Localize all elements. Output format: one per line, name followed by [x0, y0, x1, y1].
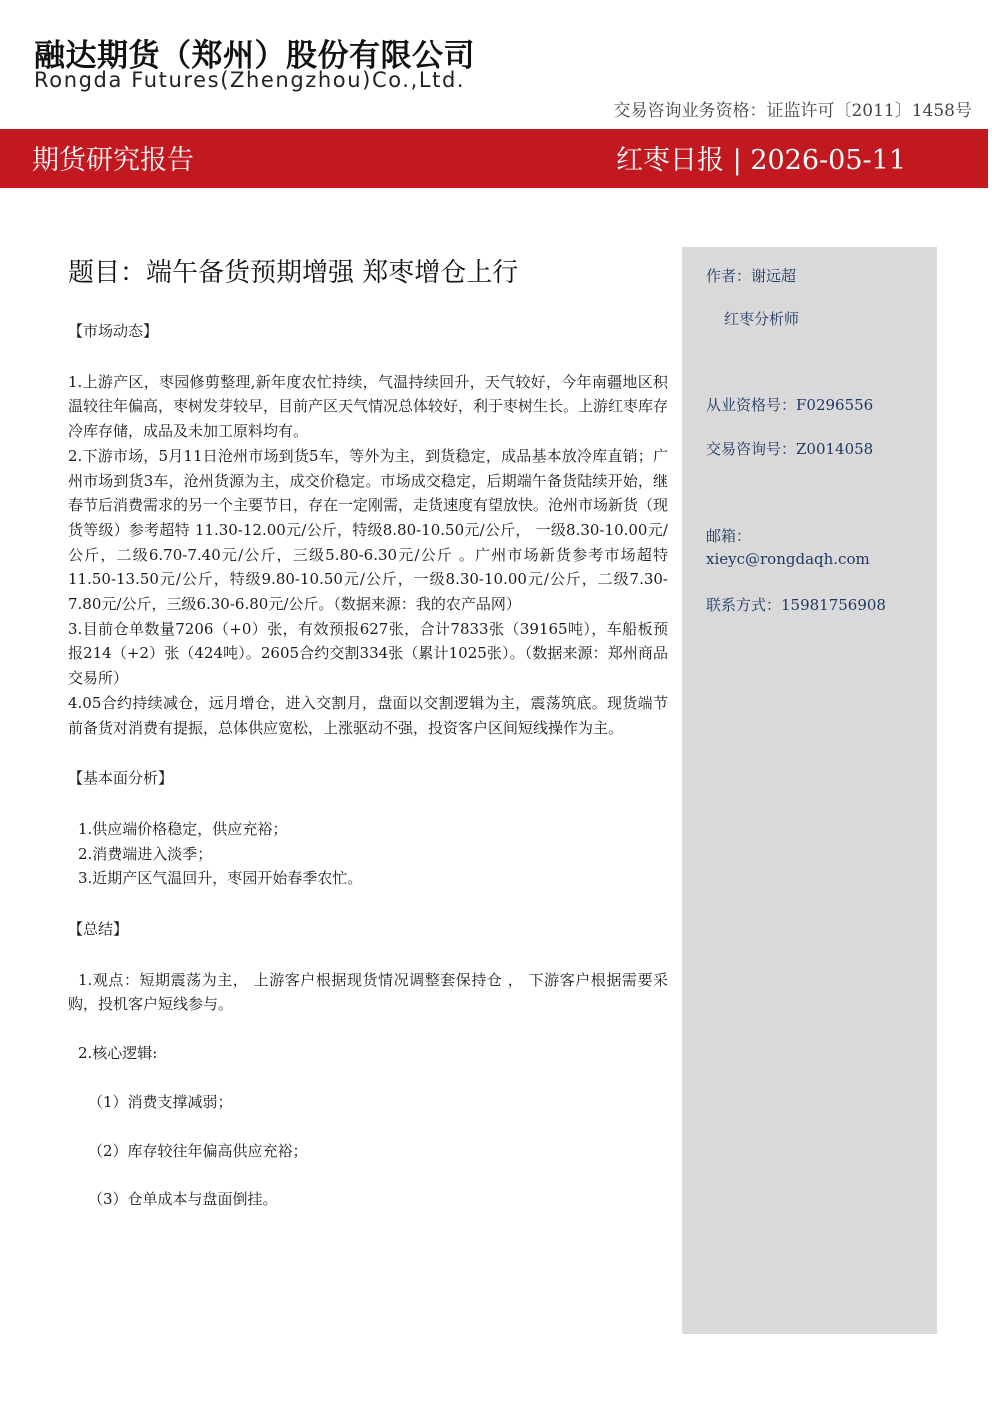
email-label: 邮箱： — [706, 527, 752, 545]
market-paragraph: 3.目前仓单数量7206（+0）张，有效预报627张，合计7833张（39165吨），车船板预报214（+2）张（424吨）。2605合约交割334张（累计1025张）。（数据来源：郑州商品交易所） — [68, 619, 668, 688]
summary-view: 1.观点：短期震荡为主， 上游客户根据现货情况调整套保持仓 ， 下游客户根据需要采购，投机客户短线参与。 — [68, 970, 668, 1014]
email-address[interactable]: xieyc@rongdaqh.com — [706, 550, 870, 568]
market-paragraph: 2.下游市场，5月11日沧州市场到货5车，等外为主，到货稳定，成品基本放冷库直销；广州市场到货3车，沧州货源为主，成交价稳定。市场成交稳定，后期端午备货陆续开始，继春节后消费需求的另一个主要节日，存在一定刚需，走货速度有望放快。沧州市场新货（现货等级）参考超特 11.30-12.00元/公斤，特级8.80-10.50元/公斤， 一级8.30-10.00元/公斤，二级6.70-7.40元/公斤，三级5.80-6.30元/公斤 。广州市场新货参考市场超特11.50-13.50元/公斤，特级9.80-10.50元/公斤，一级8.30-10.00元/公斤，二级7.30-7.80元/公斤，三级6.30-6.80元/公斤。（数据来源：我的农产品网） — [68, 446, 669, 614]
summary-logic-item: （1）消费支撑减弱； — [88, 1092, 233, 1111]
header-banner — [0, 129, 988, 188]
report-type: 期货研究报告 — [32, 145, 194, 176]
market-heading: 【市场动态】 — [68, 322, 159, 340]
report-name-date: 红枣日报 | 2026-05-11 — [616, 145, 906, 176]
fundamental-item: 2.消费端进入淡季； — [78, 844, 213, 863]
company-name-en: Rongda Futures(Zhengzhou)Co.,Ltd. — [34, 68, 466, 92]
author-name: 作者：谢远超 — [706, 267, 797, 285]
author-sidebar — [682, 247, 937, 1334]
summary-logic-title: 2.核心逻辑: — [78, 1044, 158, 1063]
fundamental-item: 1.供应端价格稳定，供应充裕； — [78, 819, 288, 838]
phone-number: 联系方式：15981756908 — [706, 596, 886, 614]
summary-logic-item: （3）仓单成本与盘面倒挂。 — [88, 1190, 278, 1209]
fundamental-item: 3.近期产区气温回升，枣园开始春季农忙。 — [78, 869, 363, 888]
summary-heading: 【总结】 — [68, 920, 129, 939]
consult-number: 交易咨询号：Z0014058 — [706, 440, 874, 458]
qualification-number: 从业资格号：F0296556 — [706, 396, 874, 414]
license-text: 交易咨询业务资格：证监许可〔2011〕1458号 — [613, 101, 972, 121]
author-role: 红枣分析师 — [724, 310, 800, 328]
summary-logic-item: （2）库存较往年偏高供应充裕； — [88, 1141, 308, 1160]
fundamental-heading: 【基本面分析】 — [68, 769, 174, 788]
report-title: 题目：端午备货预期增强 郑枣增仓上行 — [68, 258, 519, 288]
market-paragraph: 1.上游产区，枣园修剪整理,新年度农忙持续，气温持续回升，天气较好，今年南疆地区积温较往年偏高，枣树发芽较早，目前产区天气情况总体较好，利于枣树生长。上游红枣库存冷库存储，成品及未加工原料均有。 — [68, 372, 669, 441]
market-paragraph: 4.05合约持续减仓，远月增仓，进入交割月，盘面以交割逻辑为主，震荡筑底。现货端节前备货对消费有提振，总体供应宽松，上涨驱动不强，投资客户区间短线操作为主。 — [68, 693, 668, 737]
report-body — [68, 252, 668, 1212]
company-name-cn: 融达期货（郑州）股份有限公司 — [34, 38, 475, 74]
